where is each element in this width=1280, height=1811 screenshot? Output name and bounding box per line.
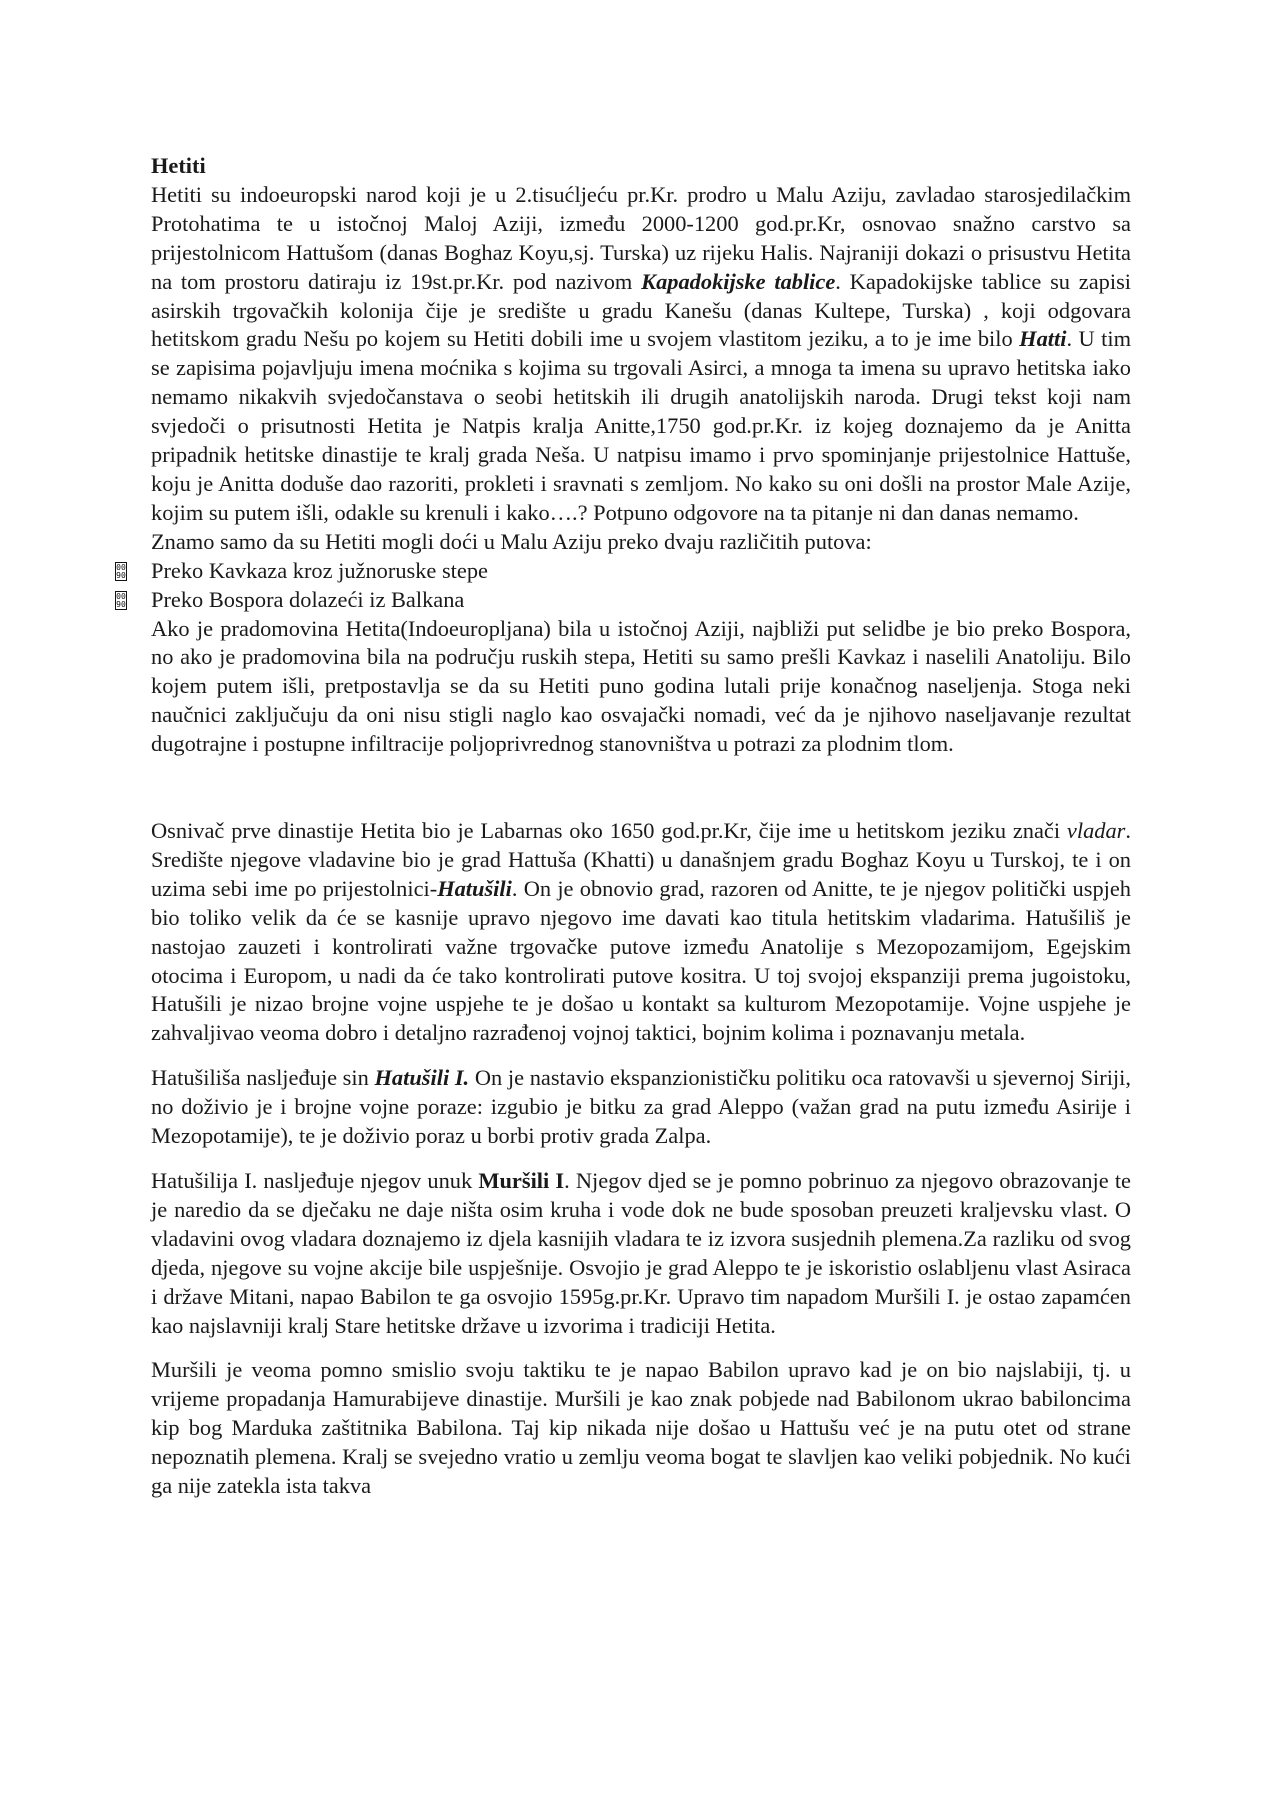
missing-glyph-icon: 00 90: [116, 562, 126, 580]
paragraph-routes: Ako je pradomovina Hetita(Indoeuropljana) bila u istočnoj Aziji, najbliži put selidbe je bio preko Bospora, no ako je pradomovina bila na području ruskih stepa, Hetiti su samo prešli Kavkaz i naselili Anatoliju. Bilo kojem putem išli, pretpostavlja se da su Hetiti puno godina lutali prije konačnog naseljenja. Stoga neki naučnici zaključuju da oni nisu stigli naglo kao osvajački nomadi, već da je njihovo naseljavanje rezultat dugotrajne i postupne infiltracije poljoprivrednog stanovništva u potrazi za plodnim tlom.: [151, 615, 1131, 757]
list-item: [116, 586, 1131, 615]
document-body: [116, 152, 1132, 1501]
term-hatti: Hatti: [1019, 326, 1067, 352]
list-item-text: Preko Kavkaza kroz južnoruske stepe: [151, 557, 488, 583]
paragraph-intro: Hetiti su indoeuropski narod koji je u 2.tisućljeću pr.Kr. prodro u Malu Aziju, zavladao starosjedilačkim Protohatima te u istočnoj Maloj Aziji, između 2000-1200 god.pr.Kr, osnovao snažno carstvo sa prijestolnicom Hattušom (danas Boghaz Koyu,sj. Turska) uz rijeku Halis. Najraniji dokazi o prisustvu Hetita na tom prostoru datiraju iz 19st.pr.Kr. pod nazivom Kapadokijske tablice. Kapadokijske tablice su zapisi asirskih trgovačkih kolonija čije je središte u gradu Kanešu (danas Kultepe, Turska) , koji odgovara hetitskom gradu Nešu po kojem su Hetiti dobili ime u svojem vlastitom jeziku, a to je ime bilo Hatti. U tim se zapisima pojavljuju imena moćnika s kojima su trgovali Asirci, a mnoga ta imena su upravo hetitska iako nemamo nikakvih svjedočanstava o seobi hetitskih ili drugih anatolijskih naroda. Drugi tekst koji nam svjedoči o prisutnosti Hetita je Natpis kralja Anitte,1750 god.pr.Kr. iz kojeg doznajemo da je Anitta pripadnik hetitske dinastije te kralj grada Neša. U natpisu imamo i prvo spominjanje prijestolnice Hattuše, koju je Anitta doduše dao razoriti, prokleti i sravnati s zemljom. No kako su oni došli na prostor Male Azije, kojim su putem išli, odakle su krenuli i kako….? Potpuno odgovore na ta pitanje ni dan danas nemamo.: [151, 181, 1132, 525]
term-kapadokijske-tablice: Kapadokijske tablice: [641, 268, 836, 294]
list-item: [116, 557, 1131, 586]
paragraph-routes-intro: Znamo samo da su Hetiti mogli doći u Malu Aziju preko dvaju različitih putova:: [151, 528, 872, 554]
term-hatusili: Hatušili: [437, 875, 512, 901]
list-item-text: Preko Bospora dolazeći iz Balkana: [151, 586, 465, 612]
term-hatusili-i: Hatušili I.: [374, 1065, 470, 1091]
missing-glyph-icon: 00 90: [116, 591, 126, 609]
paragraph-mursili-i: Hatušilija I. nasljeđuje njegov unuk Muršili I. Njegov djed se je pomno pobrinuo za njegovo obrazovanje te je naredio da se dječaku ne daje ništa osim kruha i vode dok ne bude sposoban preuzeti kraljevsku vlast. O vladavini ovog vladara doznajemo iz djela kasnijih vladara te iz izvora susjednih plemena.Za razliku od svog djeda, njegove su vojne akcije bile uspješnije. Osvojio je grad Aleppo te je iskoristio oslabljenu vlast Asiraca i države Mitani, napao Babilon te ga osvojio 1595g.pr.Kr. Upravo tim napadom Muršili I. je ostao zapamćen kao najslavniji kralj Stare hetitske države u izvorima i tradiciji Hetita.: [151, 1168, 1131, 1338]
paragraph-babilon: Muršili je veoma pomno smislio svoju taktiku te je napao Babilon upravo kad je on bio najslabiji, tj. u vrijeme propadanja Hamurabijeve dinastije. Muršili je kao znak pobjede nad Babilonom ukrao babiloncima kip bog Marduka zaštitnika Babilona. Taj kip nikada nije došao u Hattušu već je na putu otet od strane nepoznatih plemena. Kralj se svejedno vratio u zemlju veoma bogat te slavljen kao veliki pobjednik. No kući ga nije zatekla ista takva: [151, 1357, 1131, 1499]
term-vladar: vladar: [1066, 818, 1126, 844]
term-mursili-i: Muršili I: [478, 1168, 565, 1193]
document-title: Hetiti: [151, 153, 206, 178]
paragraph-labarnas: Osnivač prve dinastije Hetita bio je Labarnas oko 1650 god.pr.Kr, čije ime u hetitskom jeziku znači vladar. Središte njegove vladavine bio je grad Hattuša (Khatti) u današnjem gradu Boghaz Koyu u Turskoj, te i on uzima sebi ime po prijestolnici-Hatušili. On je obnovio grad, razoren od Anitte, te je njegov politički uspjeh bio toliko velik da će se kasnije upravo njegovo ime davati kao titula hetitskim vladarima. Hatušiliš je nastojao zauzeti i kontrolirati važne trgovačke putove između Anatolije s Mezopozamijom, Egejskim otocima i Europom, u nadi da će tako kontrolirati putove kositra. U toj svojoj ekspanziji prema jugoistoku, Hatušili je nizao brojne vojne uspjehe te je došao u kontakt sa kulturom Mezopotamije. Vojne uspjehe je zahvaljivao veoma dobro i detaljno razrađenoj vojnoj taktici, bojnim kolima i poznavanju metala.: [151, 818, 1132, 1046]
paragraph-hatusili-i: Hatušiliša nasljeđuje sin Hatušili I. On je nastavio ekspanzionističku politiku oca ratovavši u sjevernoj Siriji, no doživio je i brojne vojne poraze: izgubio je bitku za grad Aleppo (važan grad na putu između Asirije i Mezopotamije), te je doživio poraz u borbi protiv grada Zalpa.: [151, 1065, 1131, 1149]
